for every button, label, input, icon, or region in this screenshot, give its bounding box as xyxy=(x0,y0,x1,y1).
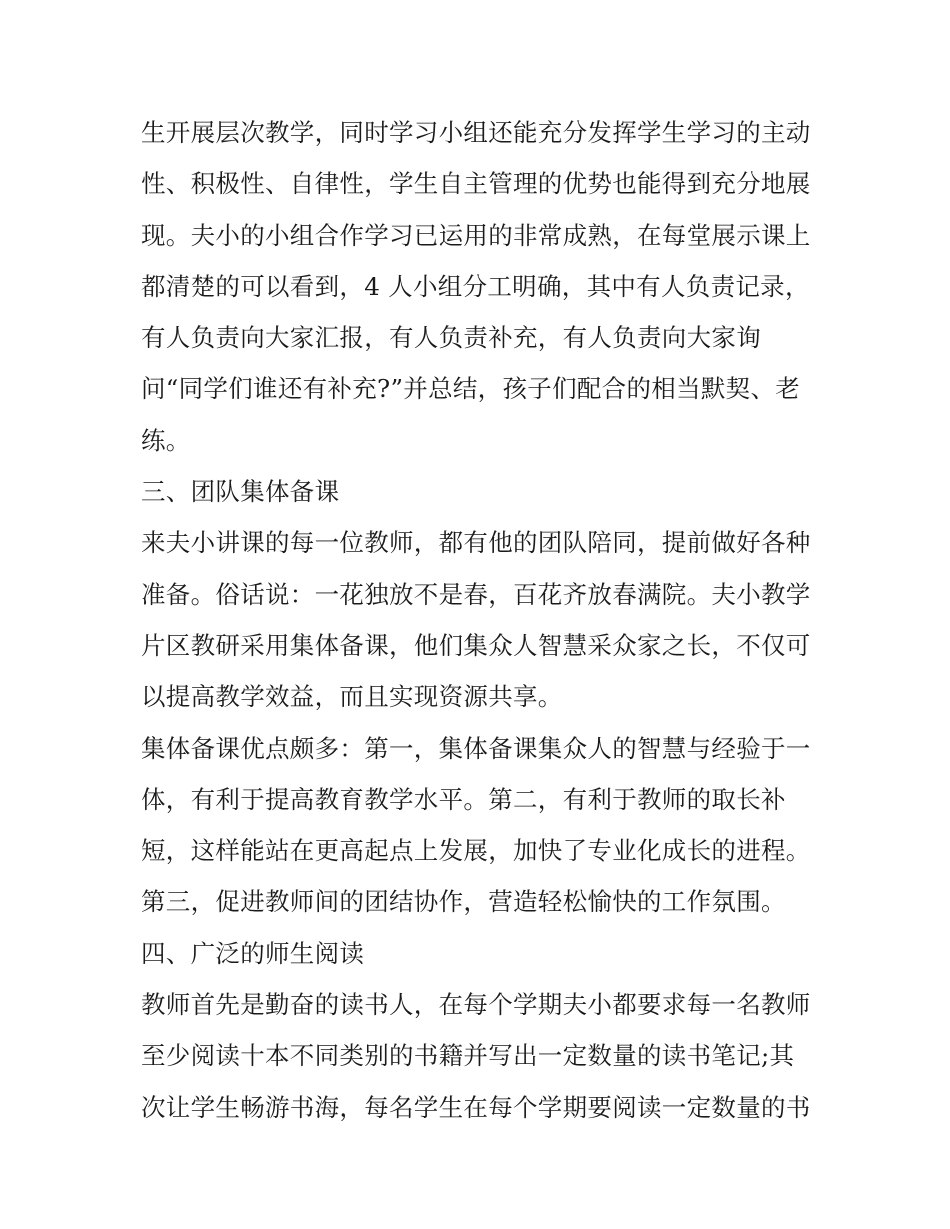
text-line: 练。 xyxy=(141,425,191,455)
text-line: 次让学生畅游书海，每名学生在每个学期要阅读一定数量的书 xyxy=(141,1092,811,1122)
text-line: 教师首先是勤奋的读书人，在每个学期夫小都要求每一名教师 xyxy=(141,990,811,1020)
text-line: 有人负责向大家汇报，有人负责补充，有人负责向大家询 xyxy=(141,323,761,353)
text-line: 生开展层次教学，同时学习小组还能充分发挥学生学习的主动 xyxy=(141,118,811,147)
text-line: 第三，促进教师间的团结协作，营造轻松愉快的工作氛围。 xyxy=(141,887,786,917)
text-line: 现。夫小的小组合作学习已运用的非常成熟，在每堂展示课上 xyxy=(141,220,811,250)
text-line: 短，这样能站在更高起点上发展，加快了专业化成长的进程。 xyxy=(141,836,811,866)
section-heading-3: 三、团队集体备课 xyxy=(141,477,340,507)
text-line: 问“同学们谁还有补充?”并总结，孩子们配合的相当默契、老 xyxy=(141,374,801,404)
text-line: 来夫小讲课的每一位教师，都有他的团队陪同，提前做好各种 xyxy=(141,528,811,558)
section-heading-4: 四、广泛的师生阅读 xyxy=(141,938,365,968)
text-line: 片区教研采用集体备课，他们集众人智慧采众家之长，不仅可 xyxy=(141,630,811,660)
text-line: 集体备课优点颇多：第一，集体备课集众人的智慧与经验于一 xyxy=(141,733,811,763)
text-line: 以提高教学效益，而且实现资源共享。 xyxy=(141,682,563,712)
text-line: 至少阅读十本不同类别的书籍并写出一定数量的读书笔记;其 xyxy=(141,1041,795,1071)
text-line: 体，有利于提高教育教学水平。第二，有利于教师的取长补 xyxy=(141,784,786,814)
text-line: 性、积极性、自律性，学生自主管理的优势也能得到充分地展 xyxy=(141,169,811,199)
text-line: 都清楚的可以看到，4 人小组分工明确，其中有人负责记录， xyxy=(141,271,810,301)
document-body xyxy=(141,107,816,1133)
text-line: 准备。俗话说：一花独放不是春，百花齐放春满院。夫小教学 xyxy=(141,579,811,609)
